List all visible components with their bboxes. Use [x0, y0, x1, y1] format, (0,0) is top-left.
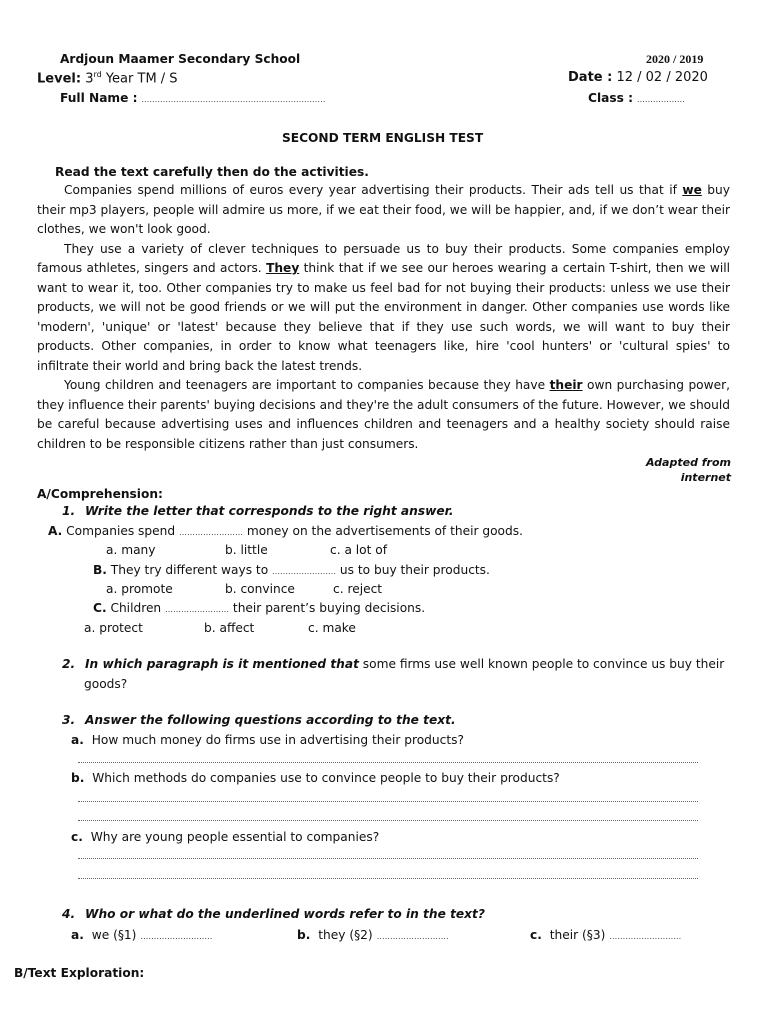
- school-name: Ardjoun Maamer Secondary School: [60, 52, 301, 66]
- q4-b-text: they (§2): [318, 928, 373, 942]
- date-line: [568, 70, 708, 85]
- q2-rest-2: goods?: [84, 677, 128, 691]
- q1-prompt: Write the letter that corresponds to the right answer.: [85, 504, 454, 518]
- q4-a-line: [71, 928, 212, 942]
- q3-c-answer-line-2[interactable]: [78, 878, 698, 879]
- q1-a-option-3[interactable]: c. a lot of: [330, 543, 388, 557]
- q1-a-line: [48, 524, 523, 538]
- q1-a-before: Companies spend: [66, 524, 176, 538]
- source-line-1: Adapted from: [646, 456, 731, 469]
- q4-c-blank[interactable]: ………………………: [609, 932, 682, 941]
- q4-heading: [62, 907, 485, 921]
- q3-a-text: How much money do firms use in advertising their products?: [91, 733, 464, 747]
- q3-b-answer-line-1[interactable]: [78, 801, 698, 802]
- p3-part-b: own purchasing power, they influence their parents' buying decisions and they're the adult consumers of the future. However, we should be careful because advertising uses and influences children and teenagers and a healthy society should raise children to be responsible citizens rather than just consumers.: [37, 378, 730, 451]
- q4-prompt: Who or what do the underlined words refer to in the text?: [85, 907, 485, 921]
- q4-a-blank[interactable]: ………………………: [140, 932, 213, 941]
- full-name-label: Full Name :: [60, 91, 138, 105]
- date-value: 12 / 02 / 2020: [616, 70, 708, 85]
- q1-b-option-1[interactable]: a. promote: [106, 582, 173, 596]
- test-title: SECOND TERM ENGLISH TEST: [282, 131, 484, 145]
- q1-c-option-2[interactable]: b. affect: [204, 621, 255, 635]
- q2-rest: some firms use well known people to convince us buy their: [362, 657, 725, 671]
- q1-b-label: B.: [93, 563, 107, 577]
- school-year: 2020 / 2019: [646, 52, 704, 66]
- q1-c-after: their parent’s buying decisions.: [232, 601, 426, 615]
- p1-part-b: buy their mp3 players, people will admire us more, if we eat their food, we will be happier, and, if we don’t wear their clothes, we won't look good.: [37, 183, 730, 236]
- level-suffix: rd: [93, 70, 102, 79]
- reading-text: [37, 181, 730, 454]
- paragraph-1: [37, 181, 730, 240]
- q1-c-label: C.: [93, 601, 107, 615]
- q3-number: 3.: [62, 713, 76, 727]
- q1-heading: [62, 504, 454, 518]
- q3-a-answer-line[interactable]: [78, 762, 698, 763]
- q2-prompt: In which paragraph is it mentioned that: [85, 657, 359, 671]
- q4-c-label: c.: [530, 928, 542, 942]
- q1-b-blank[interactable]: ……………………: [272, 567, 337, 576]
- q4-b-line: [297, 928, 449, 942]
- q2-number: 2.: [62, 657, 76, 671]
- q3-heading: [62, 713, 456, 727]
- q1-c-blank[interactable]: ……………………: [165, 605, 230, 614]
- level-number: 3: [85, 71, 94, 87]
- q1-c-option-1[interactable]: a. protect: [84, 621, 143, 635]
- q4-c-text: their (§3): [549, 928, 606, 942]
- q1-c-option-3[interactable]: c. make: [308, 621, 356, 635]
- q3-c-text: Why are young people essential to companies?: [90, 830, 380, 844]
- q1-b-before: They try different ways to: [110, 563, 269, 577]
- level-value: Year TM / S: [105, 71, 178, 87]
- q3-b-answer-line-2[interactable]: [78, 820, 698, 821]
- q4-a-text: we (§1): [91, 928, 137, 942]
- q3-c-line: [71, 830, 379, 844]
- q1-c-before: Children: [110, 601, 162, 615]
- reading-instruction: Read the text carefully then do the activities.: [55, 165, 369, 179]
- class-label: Class :: [588, 91, 633, 105]
- class-field[interactable]: ………………: [636, 95, 685, 104]
- p3-part-a: Young children and teenagers are important to companies because they have: [64, 378, 550, 392]
- q3-a-label: a.: [71, 733, 84, 747]
- q4-b-blank[interactable]: ………………………: [376, 932, 449, 941]
- class-line: [588, 91, 685, 105]
- q3-c-label: c.: [71, 830, 83, 844]
- q4-number: 4.: [62, 907, 76, 921]
- q1-c-line: [93, 601, 425, 615]
- q3-b-line: [71, 771, 560, 785]
- q3-prompt: Answer the following questions according to the text.: [85, 713, 456, 727]
- q3-b-text: Which methods do companies use to convince people to buy their products?: [92, 771, 560, 785]
- underlined-they: They: [266, 261, 300, 275]
- q1-a-after: money on the advertisements of their goods.: [246, 524, 523, 538]
- q4-b-label: b.: [297, 928, 311, 942]
- source-line-2: internet: [680, 471, 731, 484]
- q1-number: 1.: [62, 504, 76, 518]
- q1-a-option-1[interactable]: a. many: [106, 543, 156, 557]
- q1-a-option-2[interactable]: b. little: [225, 543, 268, 557]
- underlined-their: their: [549, 378, 583, 392]
- full-name-line: [60, 91, 325, 105]
- q1-b-option-3[interactable]: c. reject: [333, 582, 383, 596]
- date-label: Date :: [568, 70, 613, 85]
- q1-b-option-2[interactable]: b. convince: [225, 582, 295, 596]
- level-line: [37, 70, 178, 86]
- section-a-title: A/Comprehension:: [37, 487, 163, 501]
- q1-a-blank[interactable]: ……………………: [178, 528, 243, 537]
- q1-b-line: [93, 563, 490, 577]
- q1-b-after: us to buy their products.: [339, 563, 490, 577]
- q2-line: [62, 657, 724, 671]
- q4-c-line: [530, 928, 681, 942]
- full-name-field[interactable]: ……………………………………………………………: [141, 95, 326, 104]
- section-b-title: B/Text Exploration:: [14, 966, 145, 980]
- q3-c-answer-line-1[interactable]: [78, 858, 698, 859]
- level-label: Level:: [37, 71, 82, 87]
- q4-a-label: a.: [71, 928, 84, 942]
- q1-a-label: A.: [48, 524, 63, 538]
- q3-b-label: b.: [71, 771, 85, 785]
- underlined-we: we: [682, 183, 702, 197]
- p2-part-a: They use a variety of clever techniques to persuade us to buy their products. Some companies employ famous athletes, singers and actors.: [37, 241, 730, 275]
- paragraph-3: [37, 376, 730, 454]
- p2-part-b: think that if we see our heroes wearing a certain T-shirt, then we will want to wear it, too. Other companies try to make us feel bad for not buying their products: unless we use their products, we will not be good friends or we will put the environment in danger. Other companies use words like 'modern', 'unique' or 'latest' because they believe that if they use such words, we will want to buy their products. Other companies, in order to know what teenagers like, hire 'cool hunters' or 'cultural spies' to infiltrate their world and bring back the latest trends.: [37, 261, 730, 373]
- paragraph-2: [37, 240, 730, 377]
- p1-part-a: Companies spend millions of euros every year advertising their products. Their ads tell us that if: [64, 183, 683, 197]
- q3-a-line: [71, 733, 464, 747]
